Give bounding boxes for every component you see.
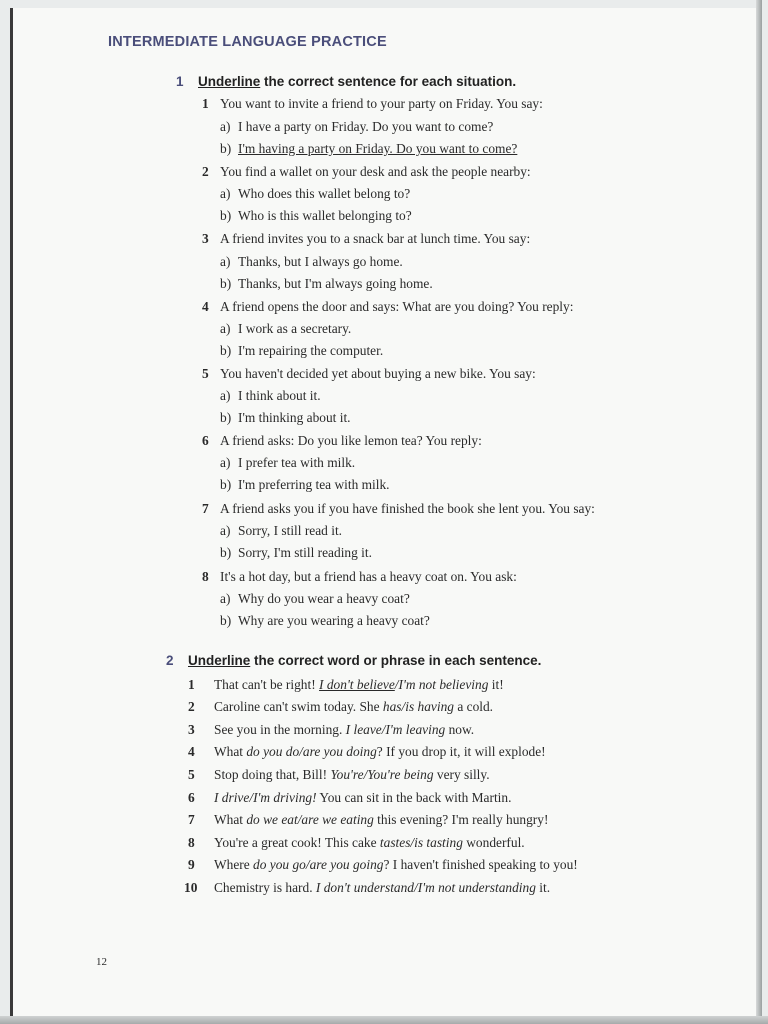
ex2-item-3: 3 See you in the morning. I leave/I'm leaving now. xyxy=(188,722,475,737)
ex1-item-7-option-b: b) Sorry, I'm still reading it. xyxy=(220,545,372,560)
exercise-2-number: 2 xyxy=(166,653,174,668)
ex2-item-4: 4 What do you do/are you doing? If you drop it, it will explode! xyxy=(188,744,546,759)
ex1-item-4-option-b: b) I'm repairing the computer. xyxy=(220,343,384,358)
exercise-1-underline-word: Underline xyxy=(198,74,261,89)
ex1-item-4-option-a: a) I work as a secretary. xyxy=(220,321,352,336)
ex1-item-3-option-b: b) Thanks, but I'm always going home. xyxy=(220,276,433,291)
ex1-item-1-option-a: a) I have a party on Friday. Do you want to come? xyxy=(220,119,494,134)
ex2-item-8: 8 You're a great cook! This cake tastes/is tasting wonderful. xyxy=(188,835,525,850)
ex1-item-2-option-a: a) Who does this wallet belong to? xyxy=(220,186,411,201)
ex1-item-7-question: 7 A friend asks you if you have finished the book she lent you. You say: xyxy=(202,501,595,516)
ex2-item-5: 5 Stop doing that, Bill! You're/You're being very silly. xyxy=(188,767,490,782)
ex1-item-3-option-a: a) Thanks, but I always go home. xyxy=(220,254,403,269)
ex1-item-8-option-a: a) Why do you wear a heavy coat? xyxy=(220,591,410,606)
ex1-item-5-question: 5 You haven't decided yet about buying a new bike. You say: xyxy=(202,366,536,381)
page-header: INTERMEDIATE LANGUAGE PRACTICE xyxy=(108,34,387,50)
exercise-1-number: 1 xyxy=(176,74,184,89)
exercise-1-heading xyxy=(176,74,516,89)
page-number: 12 xyxy=(96,956,107,968)
ex1-item-8-option-b: b) Why are you wearing a heavy coat? xyxy=(220,613,430,628)
exercise-2-underline-word: Underline xyxy=(188,653,251,668)
ex1-item-8-question: 8 It's a hot day, but a friend has a heavy coat on. You ask: xyxy=(202,569,517,584)
underlined-answer: I'm having a party on Friday. Do you want to come? xyxy=(238,141,518,156)
ex1-item-6-question: 6 A friend asks: Do you like lemon tea? You reply: xyxy=(202,433,482,448)
ex2-item-7: 7 What do we eat/are we eating this evening? I'm really hungry! xyxy=(188,812,549,827)
ex2-item-2: 2 Caroline can't swim today. She has/is having a cold. xyxy=(188,699,494,714)
page-edge-right xyxy=(756,0,762,1024)
ex2-item-6: 6 I drive/I'm driving! You can sit in the back with Martin. xyxy=(188,790,512,805)
exercise-1-instruction: the correct sentence for each situation. xyxy=(260,74,517,89)
ex1-item-5-option-b: b) I'm thinking about it. xyxy=(220,410,351,425)
ex1-item-3-question: 3 A friend invites you to a snack bar at lunch time. You say: xyxy=(202,231,531,246)
ex2-item-10: 10 Chemistry is hard. I don't understand/I'm not understanding it. xyxy=(184,880,551,895)
exercise-2-instruction: the correct word or phrase in each sentence. xyxy=(250,653,542,668)
ex1-item-5-option-a: a) I think about it. xyxy=(220,388,321,403)
ex1-item-1-option-b: b) I'm having a party on Friday. Do you want to come? xyxy=(220,141,518,156)
ex1-item-6-option-b: b) I'm preferring tea with milk. xyxy=(220,477,390,492)
ex1-item-1-question: 1 You want to invite a friend to your party on Friday. You say: xyxy=(202,96,543,111)
ex1-item-2-question: 2 You find a wallet on your desk and ask the people nearby: xyxy=(202,164,531,179)
ex1-item-2-option-b: b) Who is this wallet belonging to? xyxy=(220,208,412,223)
page-edge-bottom xyxy=(0,1016,768,1024)
ex1-item-6-option-a: a) I prefer tea with milk. xyxy=(220,455,356,470)
ex2-item-1: 1 That can't be right! I don't believe/I'm not believing it! xyxy=(188,677,504,692)
underlined-answer: I don't believe xyxy=(319,677,395,692)
ex2-item-9: 9 Where do you go/are you going? I haven't finished speaking to you! xyxy=(188,857,578,872)
ex1-item-7-option-a: a) Sorry, I still read it. xyxy=(220,523,343,538)
exercise-2-heading xyxy=(166,653,541,668)
ex1-item-4-question: 4 A friend opens the door and says: What are you doing? You reply: xyxy=(202,299,574,314)
